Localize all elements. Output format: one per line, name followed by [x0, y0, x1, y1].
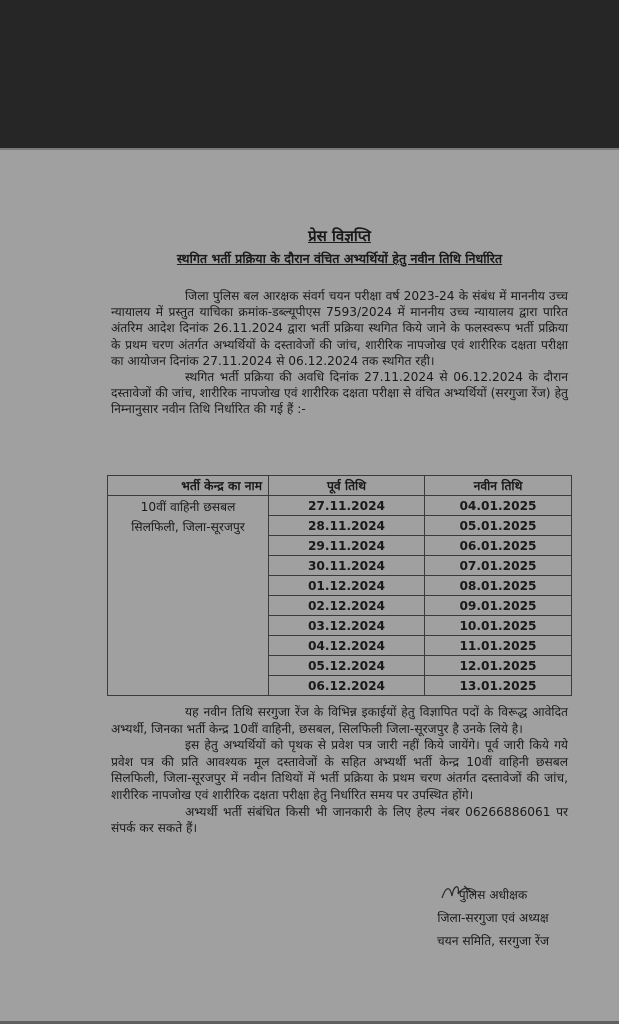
paragraph-helpline: अभ्यर्थी भर्ती संबंधित किसी भी जानकारी के लिए हेल्प नंबर 06266886061 पर संपर्क कर सकते हैं।	[111, 804, 568, 836]
recruitment-center-cell	[108, 496, 269, 696]
new-date: 13.01.2025	[425, 676, 572, 696]
old-date: 27.11.2024	[269, 496, 425, 516]
press-release-document	[111, 226, 568, 418]
page-top-edge	[0, 148, 619, 150]
new-date: 11.01.2025	[425, 636, 572, 656]
old-date: 01.12.2024	[269, 576, 425, 596]
new-date: 04.01.2025	[425, 496, 572, 516]
signatory-district: जिला-सरगुजा एवं अध्यक्ष	[437, 911, 549, 925]
old-date: 28.11.2024	[269, 516, 425, 536]
old-date: 04.12.2024	[269, 636, 425, 656]
header-center-name: भर्ती केन्द्र का नाम	[108, 476, 269, 496]
closing-paragraphs	[111, 704, 568, 837]
old-date: 06.12.2024	[269, 676, 425, 696]
header-new-date: नवीन तिथि	[425, 476, 572, 496]
old-date: 03.12.2024	[269, 616, 425, 636]
new-date: 05.01.2025	[425, 516, 572, 536]
page-subtitle: स्थगित भर्ती प्रक्रिया के दौरान वंचित अभ्यर्थियों हेतु नवीन तिथि निर्धारित	[176, 251, 503, 266]
signature-block	[418, 884, 568, 953]
schedule-table	[107, 475, 572, 696]
new-date: 07.01.2025	[425, 556, 572, 576]
top-dark-band	[0, 0, 619, 148]
header-old-date: पूर्व तिथि	[269, 476, 425, 496]
table-header-row	[108, 476, 572, 496]
old-date: 29.11.2024	[269, 536, 425, 556]
paragraph-intro: जिला पुलिस बल आरक्षक संवर्ग चयन परीक्षा वर्ष 2023-24 के संबंध में माननीय उच्च न्यायालय में प्रस्तुत याचिका क्रमांक-डब्ल्यूपीएस 7593/2024 में माननीय उच्च न्यायालय द्वारा पारित अंतरिम आदेश दिनांक 26.11.2024 द्वारा भर्ती प्रक्रिया स्थगित किये जाने के फलस्वरूप भर्ती प्रक्रिया के प्रथम चरण अंतर्गत अभ्यर्थियों के दस्तावेजों की जांच, शारीरिक नापजोख एवं शारीरिक दक्षता परीक्षा का आयोजन दिनांक 27.11.2024 से 06.12.2024 तक स्थगित रही।	[111, 289, 568, 368]
signatory-title: पुलिस अधीक्षक	[458, 888, 528, 902]
new-date: 10.01.2025	[425, 616, 572, 636]
old-date: 30.11.2024	[269, 556, 425, 576]
new-date: 09.01.2025	[425, 596, 572, 616]
table-row	[108, 496, 572, 516]
paragraph-admit-card: इस हेतु अभ्यर्थियों को पृथक से प्रवेश पत्र जारी नहीं किये जायेंगे। पूर्व जारी किये गये प्रवेश पत्र की प्रति आवश्यक मूल दस्तावेजों के सहित अभ्यर्थी भर्ती केन्द्र 10वीं वाहिनी छसबल सिलफिली, जिला-सूरजपुर में नवीन तिथियों में भर्ती प्रक्रिया के प्रथम चरण अंतर्गत दस्तावेजों की जांच, शारीरिक नापजोख एवं शारीरिक दक्षता परीक्षा हेतु निर्धारित समय पर उपस्थित होंगे।	[111, 738, 568, 802]
old-date: 05.12.2024	[269, 656, 425, 676]
old-date: 02.12.2024	[269, 596, 425, 616]
center-name-line2: सिलफिली, जिला-सूरजपुर	[131, 520, 245, 534]
center-name-line1: 10वीं वाहिनी छसबल	[140, 500, 236, 514]
new-date: 06.01.2025	[425, 536, 572, 556]
new-date: 12.01.2025	[425, 656, 572, 676]
paragraph-schedule-intro: स्थगित भर्ती प्रक्रिया की अवधि दिनांक 27.11.2024 से 06.12.2024 के दौरान दस्तावेजों की जांच, शारीरिक नापजोख एवं शारीरिक दक्षता परीक्षा से वंचित अभ्यर्थियों (सरगुजा रेंज) हेतु निम्नानुसार नवीन तिथि निर्धारित की गई हैं :-	[111, 370, 568, 417]
paragraph-applicability: यह नवीन तिथि सरगुजा रेंज के विभिन्न इकाईयों हेतु विज्ञापित पदों के विरूद्ध आवेदित अभ्यर्थी, जिनका भर्ती केन्द्र 10वीं वाहिनी, छसबल, सिलफिली जिला-सूरजपुर है उनके लिये है।	[111, 705, 568, 736]
signatory-committee: चयन समिति, सरगुजा रेंज	[436, 934, 550, 948]
new-date: 08.01.2025	[425, 576, 572, 596]
page-title: प्रेस विज्ञप्ति	[308, 227, 371, 245]
